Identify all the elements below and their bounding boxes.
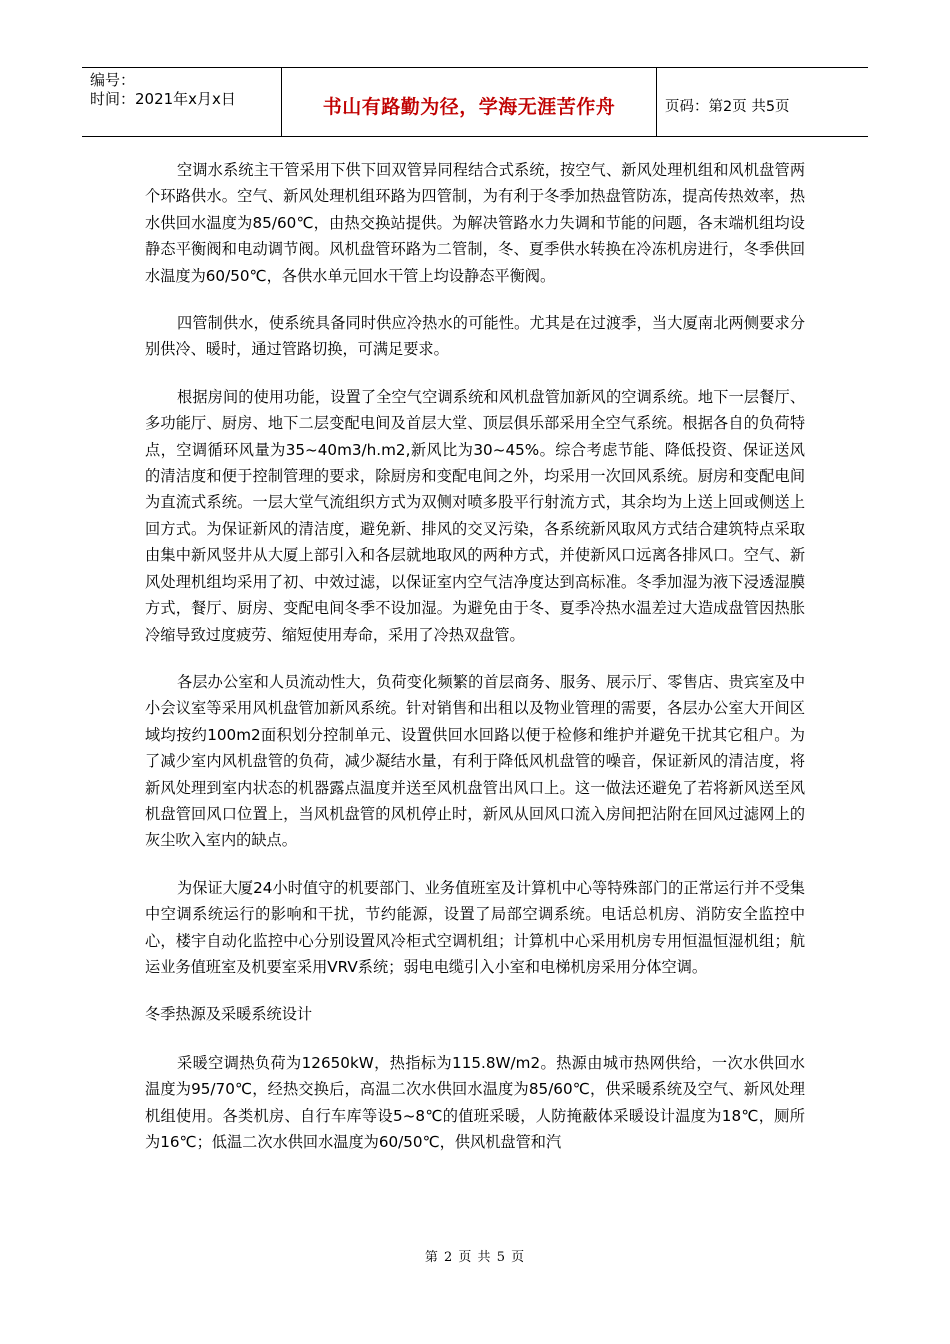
body-paragraph: 四管制供水，使系统具备同时供应冷热水的可能性。尤其是在过渡季，当大厦南北两侧要求分别供冷、暖时，通过管路切换，可满足要求。 <box>145 314 805 359</box>
body-paragraph: 各层办公室和人员流动性大，负荷变化频繁的首层商务、服务、展示厅、零售店、贵宾室及中小会议室等采用风机盘管加新风系统。针对销售和出租以及物业管理的需要，各层办公室大开间区域均按约100m2面积划分控制单元、设置供回水回路以便于检修和维护并避免干扰其它租户。为了减少室内风机盘管的负荷，减少凝结水量，有利于降低风机盘管的噪音，保证新风的清洁度，将新风处理到室内状态的机器露点温度并送至风机盘管出风口上。这一做法还避免了若将新风送至风机盘管回风口位置上，当风机盘管的风机停止时，新风从回风口流入房间把沾附在回风过滤网上的灰尘吹入室内的缺点。 <box>145 672 805 850</box>
header-motto: 书山有路勤为径，学海无涯苦作舟 <box>282 68 657 136</box>
header-meta <box>82 68 282 136</box>
section-heading: 冬季热源及采暖系统设计 <box>145 1005 313 1024</box>
document-body <box>145 157 805 1176</box>
body-paragraph: 空调水系统主干管采用下供下回双管异同程结合式系统，按空气、新风处理机组和风机盘管两个环路供水。空气、新风处理机组环路为四管制，为有利于冬季加热盘管防冻，提高传热效率，热水供回水温度为85/60℃，由热交换站提供。为解决管路水力失调和节能的问题，各末端机组均设静态平衡阀和电动调节阀。风机盘管环路为二管制，冬、夏季供水转换在冷冻机房进行，冬季供回水温度为60/50℃，各供水单元回水干管上均设静态平衡阀。 <box>145 161 805 285</box>
document-time-label: 时间：2021年x月x日 <box>90 90 236 108</box>
page-footer: 第 2 页 共 5 页 <box>424 1250 526 1265</box>
body-paragraph: 为保证大厦24小时值守的机要部门、业务值班室及计算机中心等特殊部门的正常运行并不受集中空调系统运行的影响和干扰，节约能源，设置了局部空调系统。电话总机房、消防安全监控中心，楼宇自动化监控中心分别设置风冷柜式空调机组；计算机中心采用机房专用恒温恒湿机组；航运业务值班室及机要室采用VRV系统；弱电电缆引入小室和电梯机房采用分体空调。 <box>145 878 805 976</box>
body-paragraph: 根据房间的使用功能，设置了全空气空调系统和风机盘管加新风的空调系统。地下一层餐厅、多功能厅、厨房、地下二层变配电间及首层大堂、顶层俱乐部采用全空气系统。根据各自的负荷特点，空调循环风量为35~40m3/h.m2,新风比为30~45%。综合考虑节能、降低投资、保证送风的清洁度和便于控制管理的要求，除厨房和变配电间之外，均采用一次回风系统。厨房和变配电间为直流式系统。一层大堂气流组织方式为双侧对喷多股平行射流方式，其余均为上送上回或侧送上回方式。为保证新风的清洁度，避免新、排风的交叉污染，各系统新风取风方式结合建筑特点采取由集中新风竖井从大厦上部引入和各层就地取风的两种方式，并使新风口远离各排风口。空气、新风处理机组均采用了初、中效过滤，以保证室内空气洁净度达到高标准。冬季加湿为液下浸透湿膜方式，餐厅、厨房、变配电间冬季不设加湿。为避免由于冬、夏季冷热水温差过大造成盘管因热胀冷缩导致过度疲劳、缩短使用寿命，采用了冷热双盘管。 <box>145 387 805 644</box>
header-page-label: 页码：第2页 共5页 <box>665 98 790 115</box>
document-header <box>82 67 868 137</box>
document-number-label: 编号： <box>90 71 136 89</box>
body-paragraph: 采暖空调热负荷为12650kW，热指标为115.8W/m2。热源由城市热网供给，一次水供回水温度为95/70℃，经热交换后，高温二次水供回水温度为85/60℃，供采暖系统及空气、新风处理机组使用。各类机房、自行车库等设5~8℃的值班采暖，人防掩蔽体采暖设计温度为18℃，厕所为16℃；低温二次水供回水温度为60/50℃，供风机盘管和汽 <box>145 1053 805 1151</box>
